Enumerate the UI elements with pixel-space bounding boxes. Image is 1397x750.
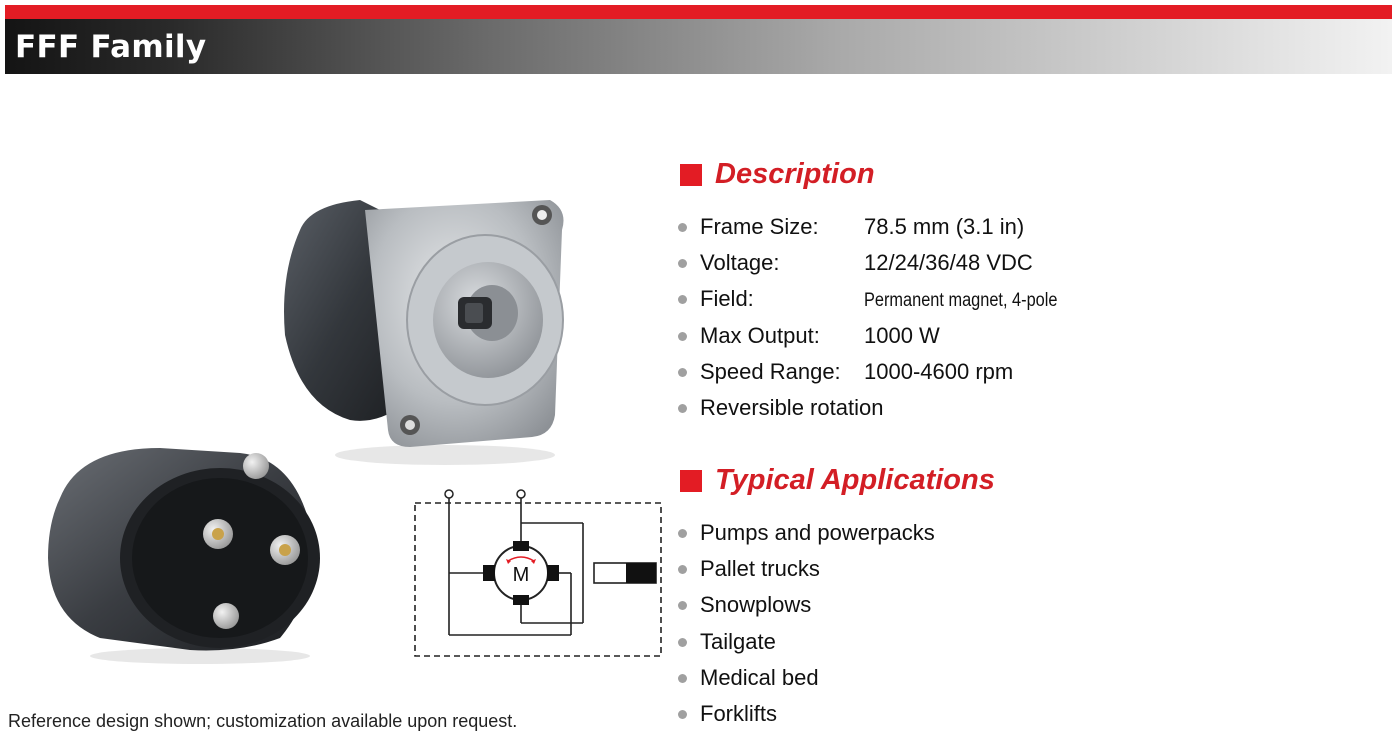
applications-list — [678, 520, 935, 737]
bullet-icon — [678, 565, 687, 574]
bullet-icon — [678, 259, 687, 268]
list-item: Forklifts — [678, 701, 935, 737]
header-band — [5, 19, 1392, 74]
page-title: FFF Family — [15, 29, 207, 65]
footer-note: Reference design shown; customization available upon request. — [8, 711, 518, 731]
motor-rear-image — [40, 438, 330, 668]
list-item: Medical bed — [678, 665, 935, 701]
list-item: Pallet trucks — [678, 556, 935, 592]
bullet-icon — [678, 638, 687, 647]
bullet-icon — [678, 332, 687, 341]
bullet-icon — [678, 223, 687, 232]
spec-list — [678, 214, 1089, 431]
spec-item-frame-size: Frame Size: 78.5 mm (3.1 in) — [678, 214, 1089, 250]
bullet-icon — [678, 674, 687, 683]
motor-schematic-diagram — [405, 483, 665, 661]
applications-heading: Typical Applications — [680, 464, 995, 497]
section-square-icon — [680, 470, 702, 492]
section-square-icon — [680, 164, 702, 186]
list-item: Tailgate — [678, 629, 935, 665]
bullet-icon — [678, 295, 687, 304]
list-item: Snowplows — [678, 592, 935, 628]
header-accent-bar — [5, 5, 1392, 19]
spec-item-voltage: Voltage: 12/24/36/48 VDC — [678, 250, 1089, 286]
spec-item-reversible: Reversible rotation — [678, 395, 1089, 431]
bullet-icon — [678, 601, 687, 610]
bullet-icon — [678, 368, 687, 377]
schematic-motor-label: M — [512, 564, 530, 586]
description-heading: Description — [680, 158, 875, 191]
motor-front-image — [270, 185, 570, 470]
spec-item-field: Field: Permanent magnet, 4-pole — [678, 286, 1089, 322]
bullet-icon — [678, 404, 687, 413]
list-item: Pumps and powerpacks — [678, 520, 935, 556]
bullet-icon — [678, 529, 687, 538]
bullet-icon — [678, 710, 687, 719]
spec-item-max-output: Max Output: 1000 W — [678, 323, 1089, 359]
spec-item-speed-range: Speed Range: 1000-4600 rpm — [678, 359, 1089, 395]
